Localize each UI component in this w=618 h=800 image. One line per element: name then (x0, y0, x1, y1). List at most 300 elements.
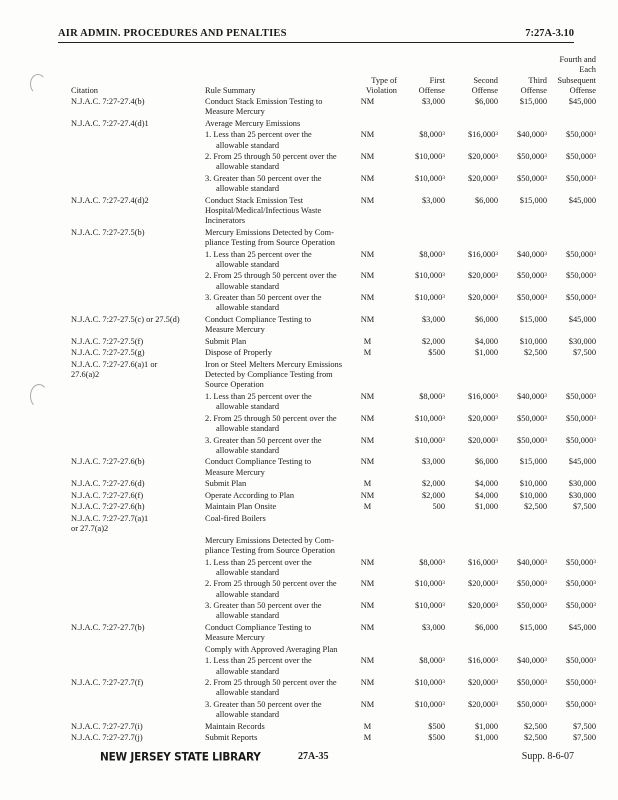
first-offense-header (395, 76, 445, 96)
rule-summary-cell: Conduct Compliance Testing to (205, 315, 312, 324)
rule-summary-cell: Submit Reports (205, 733, 258, 743)
penalty-amount-cell: $7,500 (572, 733, 596, 743)
footnote-marker: 3 (593, 414, 596, 421)
margin-mark (30, 74, 46, 94)
first-offense-header-line: Offense (418, 85, 445, 95)
penalty-amount-cell: $20,000$^3$ (468, 579, 498, 589)
penalty-amount-cell: $20,000$^3$ (468, 700, 498, 709)
penalty-amount-cell: $8,000$^3$ (419, 392, 445, 401)
rule-summary-cell: Iron or Steel Melters Mercury Emissions (205, 360, 342, 369)
rule-summary-cell: allowable standard (216, 281, 280, 291)
supplement-date: Supp. 8-6-07 (521, 751, 574, 762)
rule-summary-cell: allowable standard (216, 666, 280, 676)
rule-summary-cell: allowable standard (216, 162, 280, 172)
penalty-amount-cell: $15,000 (519, 315, 547, 324)
penalty-amount-cell: $10,000 (519, 490, 547, 500)
penalty-amount-cell: $40,000$^3$ (517, 249, 547, 259)
rule-summary-cell: allowable standard (216, 688, 280, 698)
penalty-amount-cell: $50,000$^3$ (566, 601, 596, 611)
citation-cell: N.J.A.C. 7:27-27.6(f) (71, 490, 144, 500)
footnote-marker: 3 (593, 272, 596, 279)
footnote-marker: 3 (442, 602, 445, 609)
third-offense-header-line: Third (528, 75, 547, 85)
rule-summary-cell: pliance Testing from Source Operation (205, 237, 335, 247)
penalty-amount-cell: $50,000$^3$ (566, 435, 596, 445)
citation-cell: N.J.A.C. 7:27-27.5(f) (71, 336, 144, 346)
penalty-amount-cell: $50,000$^3$ (566, 392, 596, 401)
penalty-amount-cell: $16,000$^3$ (468, 392, 498, 401)
rule-summary-cell: 1. Less than 25 percent over the (205, 249, 312, 259)
footnote-marker: 3 (495, 657, 498, 664)
penalty-amount-cell: $15,000 (519, 97, 547, 106)
violation-type-cell: NM (360, 678, 375, 688)
header-rule (58, 42, 574, 43)
penalty-amount-cell: $10,000$^3$ (415, 435, 445, 445)
citation-cell: N.J.A.C. 7:27-27.6(d) (71, 479, 145, 489)
footnote-marker: 3 (495, 679, 498, 686)
type-header-line: Violation (365, 85, 397, 95)
penalty-amount-cell: $45,000 (568, 315, 596, 324)
rule-summary-cell: allowable standard (216, 589, 280, 599)
penalty-amount-cell: $50,000$^3$ (566, 130, 596, 140)
footnote-marker: 3 (495, 580, 498, 587)
rule-summary-cell: Measure Mercury (205, 633, 265, 643)
penalty-amount-cell: $500 (428, 721, 445, 731)
penalty-amount-cell: $45,000 (568, 195, 596, 205)
rule-summary-cell: Measure Mercury (205, 107, 265, 117)
second-offense-header-line: Offense (471, 85, 498, 95)
penalty-amount-cell: $2,500 (523, 733, 547, 743)
penalty-amount-cell: $50,000$^3$ (566, 656, 596, 666)
fourth-offense-header-line: Fourth and (559, 55, 596, 65)
penalty-amount-cell: $50,000$^3$ (566, 579, 596, 589)
footnote-marker: 3 (495, 414, 498, 421)
penalty-amount-cell: $1,000 (474, 348, 498, 358)
footnote-marker: 3 (593, 701, 596, 707)
third-offense-header-line: Offense (520, 85, 547, 95)
penalty-amount-cell: $40,000$^3$ (517, 392, 547, 401)
penalty-amount-cell: $4,000 (474, 336, 498, 346)
penalty-amount-cell: $2,000 (421, 490, 445, 500)
citation-cell: N.J.A.C. 7:27-27.7(i) (71, 721, 143, 731)
penalty-amount-cell: $50,000$^3$ (517, 293, 547, 303)
rule-summary-cell: allowable standard (216, 445, 280, 455)
penalty-amount-cell: $6,000 (474, 195, 498, 205)
penalty-amount-cell: $8,000$^3$ (419, 249, 445, 259)
penalty-amount-cell: $20,000$^3$ (468, 174, 498, 183)
penalty-amount-cell: $4,000 (474, 490, 498, 500)
penalty-amount-cell: $10,000$^3$ (415, 293, 445, 303)
rule-summary-cell: Conduct Compliance Testing to (205, 623, 312, 632)
violation-type-cell: NM (360, 490, 375, 500)
footnote-marker: 3 (495, 436, 498, 443)
footnote-marker: 3 (544, 131, 547, 138)
violation-type-cell: NM (360, 656, 375, 666)
rule-summary-cell: Conduct Stack Emission Testing to (205, 97, 323, 106)
footnote-marker: 3 (593, 580, 596, 587)
penalty-amount-cell: $50,000$^3$ (517, 435, 547, 445)
penalty-amount-cell: $1,000 (474, 721, 498, 731)
citation-cell: N.J.A.C. 7:27-27.5(c) or 27.5(d) (71, 315, 180, 324)
violation-type-cell: NM (360, 700, 375, 709)
penalty-amount-cell: $10,000$^3$ (415, 174, 445, 183)
penalty-amount-cell: $10,000$^3$ (415, 579, 445, 589)
violation-type-cell: NM (360, 293, 375, 303)
footnote-marker: 3 (593, 131, 596, 138)
second-offense-header (450, 76, 498, 96)
rule-summary-cell: allowable standard (216, 423, 280, 433)
penalty-amount-cell: $3,000 (421, 195, 445, 205)
rule-summary-cell: 2. From 25 through 50 percent over the (205, 678, 337, 688)
rule-summary-cell: Mercury Emissions Detected by Com- (205, 535, 334, 545)
penalty-amount-cell: $45,000 (568, 623, 596, 632)
rule-summary-cell: 1. Less than 25 percent over the (205, 656, 312, 666)
third-offense-header (503, 76, 547, 96)
penalty-amount-cell: $45,000 (568, 97, 596, 106)
footnote-marker: 3 (544, 414, 547, 421)
citation-cell: N.J.A.C. 7:27-27.6(h) (71, 502, 145, 512)
footnote-marker: 3 (442, 250, 445, 257)
footnote-marker: 3 (544, 393, 547, 399)
footnote-marker: 3 (593, 679, 596, 686)
rule-summary-cell: 1. Less than 25 percent over the (205, 557, 312, 567)
footnote-marker: 3 (442, 414, 445, 421)
rule-summary-cell: allowable standard (216, 611, 280, 621)
penalty-amount-cell: $50,000$^3$ (517, 271, 547, 281)
penalty-amount-cell: $16,000$^3$ (468, 557, 498, 567)
penalty-amount-cell: $16,000$^3$ (468, 656, 498, 666)
violation-type-cell: M (363, 733, 372, 743)
violation-type-cell: NM (360, 174, 375, 183)
footnote-marker: 3 (495, 131, 498, 138)
fourth-offense-header (552, 55, 596, 96)
penalty-amount-cell: $50,000$^3$ (517, 601, 547, 611)
footnote-marker: 3 (442, 657, 445, 664)
footnote-marker: 3 (544, 602, 547, 609)
penalty-amount-cell: $20,000$^3$ (468, 413, 498, 423)
penalty-amount-cell: $2,500 (523, 348, 547, 358)
footnote-marker: 3 (593, 436, 596, 443)
citation-cell: N.J.A.C. 7:27-27.6(a)1 or (71, 360, 158, 369)
violation-type-cell: NM (360, 601, 375, 611)
penalty-amount-cell: $16,000$^3$ (468, 130, 498, 140)
violation-type-cell: M (363, 721, 372, 731)
penalty-amount-cell: $50,000$^3$ (517, 700, 547, 709)
penalty-amount-cell: $2,000 (421, 479, 445, 489)
rule-summary-cell: allowable standard (216, 184, 280, 194)
penalty-amount-cell: $15,000 (519, 623, 547, 632)
rule-summary-cell: pliance Testing from Source Operation (205, 545, 335, 555)
penalty-amount-cell: $6,000 (474, 457, 498, 467)
footnote-marker: 3 (442, 131, 445, 138)
penalty-amount-cell: $2,500 (523, 502, 547, 512)
first-offense-header-line: First (429, 75, 445, 85)
rule-summary-cell: allowable standard (216, 140, 280, 150)
penalty-amount-cell: $10,000$^3$ (415, 700, 445, 709)
penalty-amount-cell: $3,000 (421, 315, 445, 324)
penalty-amount-cell: $50,000$^3$ (566, 174, 596, 183)
footnote-marker: 3 (495, 701, 498, 707)
footnote-marker: 3 (544, 153, 547, 160)
rule-summary-cell: Mercury Emissions Detected by Com- (205, 227, 334, 237)
penalty-amount-cell: $7,500 (572, 721, 596, 731)
rule-summary-cell: 3. Greater than 50 percent over the (205, 435, 322, 445)
penalty-amount-cell: $50,000$^3$ (566, 413, 596, 423)
rule-summary-cell: allowable standard (216, 567, 280, 577)
penalty-amount-cell: $30,000 (568, 479, 596, 489)
rule-summary-cell: 2. From 25 through 50 percent over the (205, 271, 337, 281)
penalty-amount-cell: $30,000 (568, 336, 596, 346)
fourth-offense-header-line: Offense (569, 85, 596, 95)
penalty-amount-cell: $50,000$^3$ (566, 700, 596, 709)
rule-summary-cell: allowable standard (216, 303, 280, 313)
violation-type-cell: NM (360, 315, 375, 324)
penalty-amount-cell: $50,000$^3$ (517, 579, 547, 589)
violation-type-cell: M (363, 502, 372, 512)
footnote-marker: 3 (544, 580, 547, 587)
rule-summary-cell: Incinerators (205, 216, 245, 226)
rule-summary-cell: 2. From 25 through 50 percent over the (205, 579, 337, 589)
violation-type-cell: NM (360, 435, 375, 445)
footnote-marker: 3 (442, 175, 445, 181)
footnote-marker: 3 (593, 558, 596, 565)
penalty-amount-cell: $15,000 (519, 457, 547, 467)
footnote-marker: 3 (442, 393, 445, 399)
rule-summary-cell: allowable standard (216, 259, 280, 269)
rule-summary-cell: Submit Plan (205, 479, 247, 489)
penalty-amount-cell: $40,000$^3$ (517, 656, 547, 666)
rule-summary-cell: Maintain Records (205, 721, 265, 731)
citation-cell: N.J.A.C. 7:27-27.4(d)1 (71, 118, 149, 128)
violation-type-cell: NM (360, 152, 375, 162)
penalty-amount-cell: $6,000 (474, 315, 498, 324)
rule-summary-cell: 1. Less than 25 percent over the (205, 392, 312, 401)
citation-cell: 27.6(a)2 (71, 370, 100, 380)
violation-type-cell: NM (360, 557, 375, 567)
penalty-amount-cell: $3,000 (421, 457, 445, 467)
footnote-marker: 3 (442, 679, 445, 686)
footnote-marker: 3 (593, 657, 596, 664)
penalty-amount-cell: $50,000$^3$ (566, 152, 596, 162)
library-stamp: NEW JERSEY STATE LIBRARY (100, 750, 261, 764)
citation-cell: N.J.A.C. 7:27-27.5(b) (71, 227, 145, 237)
penalty-amount-cell: $50,000$^3$ (566, 249, 596, 259)
violation-type-cell: NM (360, 271, 375, 281)
rule-summary-cell: Coal-fired Boilers (205, 514, 266, 523)
penalty-amount-cell: $50,000$^3$ (566, 293, 596, 303)
footnote-marker: 3 (544, 679, 547, 686)
penalty-amount-cell: $6,000 (474, 623, 498, 632)
citation-cell: or 27.7(a)2 (71, 524, 109, 534)
footnote-marker: 3 (495, 393, 498, 399)
footnote-marker: 3 (495, 175, 498, 181)
fourth-offense-header-line: Subsequent (557, 75, 596, 85)
footnote-marker: 3 (544, 294, 547, 301)
violation-type-cell: NM (360, 195, 375, 205)
penalty-amount-cell: $8,000$^3$ (419, 130, 445, 140)
violation-type-cell: NM (360, 623, 375, 632)
violation-type-cell: NM (360, 249, 375, 259)
running-header (58, 28, 574, 42)
footnote-marker: 3 (544, 701, 547, 707)
footnote-marker: 3 (544, 558, 547, 565)
penalty-amount-cell: $50,000$^3$ (517, 413, 547, 423)
citation-cell: N.J.A.C. 7:27-27.7(a)1 (71, 514, 149, 523)
rule-summary-header (205, 86, 325, 96)
footnote-marker: 3 (442, 580, 445, 587)
penalty-amount-cell: $10,000$^3$ (415, 678, 445, 688)
footnote-marker: 3 (593, 393, 596, 399)
citation-cell: N.J.A.C. 7:27-27.4(d)2 (71, 195, 149, 205)
penalty-amount-cell: $1,000 (474, 502, 498, 512)
penalty-amount-cell: 500 (432, 502, 445, 512)
rule-summary-cell: 3. Greater than 50 percent over the (205, 700, 322, 709)
penalty-amount-cell: $20,000$^3$ (468, 293, 498, 303)
footnote-marker: 3 (442, 558, 445, 565)
penalty-amount-cell: $50,000$^3$ (566, 557, 596, 567)
rule-summary-cell: Dispose of Properly (205, 348, 272, 358)
penalty-amount-cell: $50,000$^3$ (566, 678, 596, 688)
footnote-marker: 3 (442, 436, 445, 443)
penalty-amount-cell: $45,000 (568, 457, 596, 467)
footnote-marker: 3 (593, 294, 596, 301)
rule-summary-cell: allowable standard (216, 710, 280, 720)
penalty-amount-cell: $500 (428, 348, 445, 358)
penalty-amount-cell: $10,000$^3$ (415, 271, 445, 281)
penalty-amount-cell: $8,000$^3$ (419, 656, 445, 666)
footnote-marker: 3 (495, 153, 498, 160)
penalty-amount-cell: $10,000$^3$ (415, 601, 445, 611)
penalty-amount-cell: $50,000$^3$ (566, 271, 596, 281)
footnote-marker: 3 (442, 701, 445, 707)
penalty-amount-cell: $50,000$^3$ (517, 678, 547, 688)
violation-type-cell: NM (360, 130, 375, 140)
penalty-amount-cell: $50,000$^3$ (517, 152, 547, 162)
rule-summary-cell: Hospital/Medical/Infectious Waste (205, 205, 322, 215)
citation-cell: N.J.A.C. 7:27-27.5(g) (71, 348, 145, 358)
penalty-amount-cell: $10,000$^3$ (415, 152, 445, 162)
citation-header-line: Citation (71, 85, 98, 95)
second-offense-header-line: Second (473, 75, 498, 85)
penalty-amount-cell: $20,000$^3$ (468, 271, 498, 281)
footnote-marker: 3 (544, 175, 547, 181)
citation-cell: N.J.A.C. 7:27-27.7(j) (71, 733, 143, 743)
rule-summary-cell: Comply with Approved Averaging Plan (205, 644, 338, 654)
footnote-marker: 3 (544, 436, 547, 443)
type-header-line: Type of (371, 75, 397, 85)
footnote-marker: 3 (495, 602, 498, 609)
penalty-amount-cell: $3,000 (421, 97, 445, 106)
violation-type-cell: M (363, 348, 372, 358)
header-section: 7:27A-3.10 (525, 28, 574, 39)
footnote-marker: 3 (495, 272, 498, 279)
penalty-amount-cell: $2,000 (421, 336, 445, 346)
penalty-amount-cell: $16,000$^3$ (468, 249, 498, 259)
penalty-amount-cell: $20,000$^3$ (468, 678, 498, 688)
footnote-marker: 3 (544, 250, 547, 257)
citation-cell: N.J.A.C. 7:27-27.4(b) (71, 97, 145, 106)
footnote-marker: 3 (544, 657, 547, 664)
rule-summary-cell: 3. Greater than 50 percent over the (205, 601, 322, 611)
footnote-marker: 3 (593, 175, 596, 181)
rule-summary-cell: 2. From 25 through 50 percent over the (205, 413, 337, 423)
rule-summary-cell: Conduct Compliance Testing to (205, 457, 312, 467)
violation-type-cell: M (363, 479, 372, 489)
type-header (345, 76, 397, 96)
rule-summary-cell: Measure Mercury (205, 467, 265, 477)
penalty-amount-cell: $10,000 (519, 336, 547, 346)
page-number: 27A-35 (298, 751, 329, 762)
violation-type-cell: M (363, 336, 372, 346)
penalty-amount-cell: $1,000 (474, 733, 498, 743)
citation-cell: N.J.A.C. 7:27-27.6(b) (71, 457, 145, 467)
penalty-amount-cell: $7,500 (572, 348, 596, 358)
penalty-amount-cell: $4,000 (474, 479, 498, 489)
fourth-offense-header-line: Each (579, 65, 596, 75)
penalty-amount-cell: $20,000$^3$ (468, 435, 498, 445)
rule-summary-cell: Measure Mercury (205, 325, 265, 335)
footnote-marker: 3 (495, 250, 498, 257)
penalty-amount-cell: $8,000$^3$ (419, 557, 445, 567)
violation-type-cell: NM (360, 457, 375, 467)
rule-summary-header-line: Rule Summary (205, 85, 256, 95)
rule-summary-cell: Maintain Plan Onsite (205, 502, 277, 512)
footnote-marker: 3 (593, 250, 596, 257)
rule-summary-cell: 2. From 25 through 50 percent over the (205, 152, 337, 162)
penalty-amount-cell: $2,500 (523, 721, 547, 731)
footnote-marker: 3 (442, 153, 445, 160)
penalty-amount-cell: $20,000$^3$ (468, 601, 498, 611)
penalty-amount-cell: $20,000$^3$ (468, 152, 498, 162)
penalty-amount-cell: $3,000 (421, 623, 445, 632)
rule-summary-cell: Conduct Stack Emission Test (205, 195, 304, 205)
penalty-amount-cell: $10,000 (519, 479, 547, 489)
penalty-amount-cell: $500 (428, 733, 445, 743)
rule-summary-cell: 3. Greater than 50 percent over the (205, 174, 322, 183)
penalty-amount-cell: $15,000 (519, 195, 547, 205)
violation-type-cell: NM (360, 392, 375, 401)
rule-summary-cell: Source Operation (205, 380, 264, 390)
penalty-amount-cell: $10,000$^3$ (415, 413, 445, 423)
margin-mark (30, 384, 48, 408)
rule-summary-cell: Submit Plan (205, 336, 247, 346)
violation-type-cell: NM (360, 579, 375, 589)
citation-header (71, 86, 171, 96)
violation-type-cell: NM (360, 413, 375, 423)
footnote-marker: 3 (593, 602, 596, 609)
rule-summary-cell: allowable standard (216, 402, 280, 412)
footnote-marker: 3 (544, 272, 547, 279)
penalty-amount-cell: $6,000 (474, 97, 498, 106)
penalty-amount-cell: $50,000$^3$ (517, 174, 547, 183)
penalty-amount-cell: $40,000$^3$ (517, 557, 547, 567)
rule-summary-cell: 3. Greater than 50 percent over the (205, 293, 322, 303)
citation-cell: N.J.A.C. 7:27-27.7(f) (71, 678, 144, 688)
footnote-marker: 3 (495, 294, 498, 301)
rule-summary-cell: Operate According to Plan (205, 490, 295, 500)
footnote-marker: 3 (495, 558, 498, 565)
footnote-marker: 3 (442, 294, 445, 301)
penalty-amount-cell: $7,500 (572, 502, 596, 512)
footnote-marker: 3 (593, 153, 596, 160)
header-title: AIR ADMIN. PROCEDURES AND PENALTIES (58, 28, 287, 39)
rule-summary-cell: Average Mercury Emissions (205, 118, 301, 128)
rule-summary-cell: Detected by Compliance Testing from (205, 370, 333, 380)
citation-cell: N.J.A.C. 7:27-27.7(b) (71, 623, 145, 632)
penalty-amount-cell: $40,000$^3$ (517, 130, 547, 140)
footnote-marker: 3 (442, 272, 445, 279)
rule-summary-cell: 1. Less than 25 percent over the (205, 130, 312, 140)
